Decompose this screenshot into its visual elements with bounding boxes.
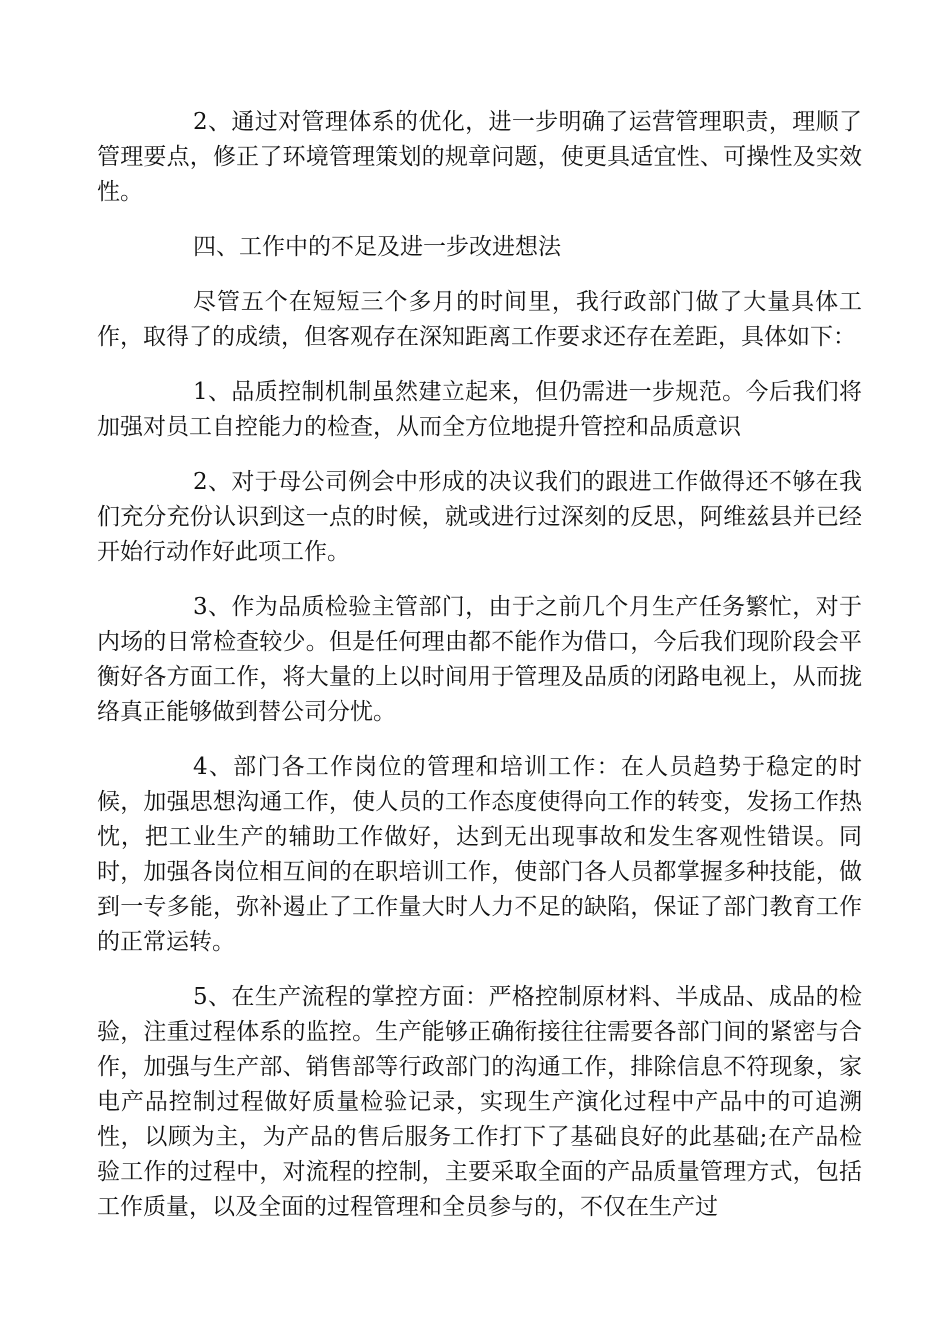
paragraph-item-3-inspection: 3、作为品质检验主管部门，由于之前几个月生产任务繁忙，对于内场的日常检查较少。但是任何理由都不能作为借口，今后我们现阶段会平衡好各方面工作，将大量的上以时间用于管理及品质的闭路电视上，从而拢络真正能够做到替公司分忧。 [97,594,862,725]
paragraph-item-1-quality-control: 1、品质控制机制虽然建立起来，但仍需进一步规范。今后我们将加强对员工自控能力的检查，从而全方位地提升管控和品质意识 [97,379,862,440]
section-heading-shortcomings: 四、工作中的不足及进一步改进想法 [193,234,561,260]
paragraph-intro-shortcomings: 尽管五个在短短三个多月的时间里，我行政部门做了大量具体工作，取得了的成绩，但客观存在深知距离工作要求还存在差距，具体如下： [97,289,862,350]
paragraph-item-5-process-control: 5、在生产流程的掌控方面：严格控制原材料、半成品、成品的检验，注重过程体系的监控。生产能够正确衔接往往需要各部门间的紧密与合作，加强与生产部、销售部等行政部门的沟通工作，排除信息不符现象，家电产品控制过程做好质量检验记录，实现生产演化过程中产品中的可追溯性，以顾为主，为产品的售后服务工作打下了基础良好的此基础;在产品检验工作的过程中，对流程的控制，主要采取全面的产品质量管理方式，包括工作质量，以及全面的过程管理和全员参与的，不仅在生产过 [97,984,862,1220]
paragraph-item-2-follow-up: 2、对于母公司例会中形成的决议我们的跟进工作做得还不够在我们充分充份认识到这一点的时候，就或进行过深刻的反思，阿维兹县并已经开始行动作好此项工作。 [97,469,862,565]
paragraph-item-4-training: 4、部门各工作岗位的管理和培训工作：在人员趋势于稳定的时候，加强思想沟通工作，使人员的工作态度使得向工作的转变，发扬工作热忱，把工业生产的辅助工作做好，达到无出现事故和发生客观性错误。同时，加强各岗位相互间的在职培训工作，使部门各人员都掌握多种技能，做到一专多能，弥补遏止了工作量大时人力不足的缺陷，保证了部门教育工作的正常运转。 [97,754,862,955]
document-body [97,105,862,1245]
paragraph-management-optimization: 2、通过对管理体系的优化，进一步明确了运营管理职责，理顺了管理要点，修正了环境管理策划的规章问题，使更具适宜性、可操性及实效性。 [97,109,862,205]
